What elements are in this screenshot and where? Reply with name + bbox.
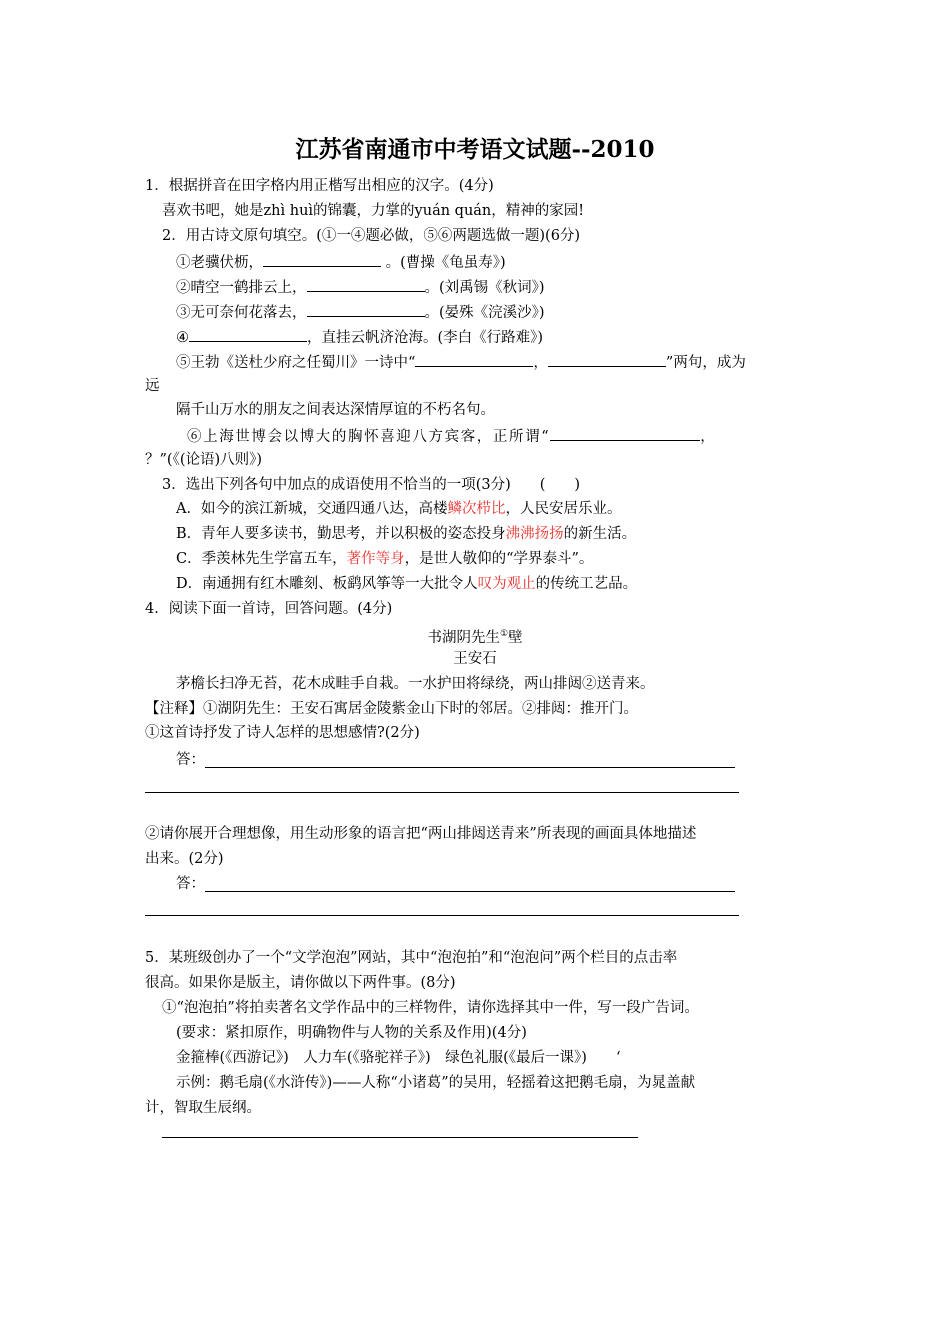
q4-sub2-line2: 出来。(2分)	[145, 851, 224, 867]
poem-title	[0, 624, 950, 644]
footnote-marker: ①	[499, 629, 509, 639]
q2-item-5	[176, 351, 746, 371]
option-text: C．季羡林先生学富五车，	[176, 551, 347, 567]
answer-blank[interactable]	[550, 425, 700, 441]
q2-item-6-a: ⑥上海世博会以博大的胸怀喜迎八方宾客，正所谓“	[187, 429, 551, 445]
option-text: 的传统工艺品。	[535, 576, 638, 592]
answer-label: 答：	[176, 752, 205, 768]
q2-item-2-b: 。(刘禹锡《秋词》)	[424, 280, 545, 296]
answer-blank[interactable]	[307, 301, 425, 317]
poem-title-end: 壁	[508, 629, 523, 646]
poem-title-text: 书湖阴先生	[427, 629, 500, 646]
q2-item-4	[176, 326, 543, 346]
q4-sub1: ①这首诗抒发了诗人怎样的思想感情?(2分)	[145, 725, 420, 741]
q5-example-line2: 计，智取生辰纲。	[145, 1100, 261, 1116]
option-idiom: 著作等身	[346, 551, 405, 567]
q2-item-2-a: ②晴空一鹤排云上，	[176, 280, 307, 296]
q2-item-6	[187, 425, 716, 445]
poem-text: 茅檐长扫净无苔，花木成畦手自栽。一水护田将绿绕，两山排闼②送青来。	[176, 676, 655, 692]
option-text: ，人民安居乐业。	[505, 501, 622, 517]
option-text: ，是世人敬仰的“学界泰斗”。	[404, 551, 594, 567]
option-text: 的新生活。	[563, 526, 637, 542]
q2-item-1	[176, 251, 506, 271]
poem-note: 【注释】①湖阴先生：王安石寓居金陵紫金山下时的邻居。②排闼：推开门。	[145, 701, 638, 717]
q5-sub1: ①“泡泡拍”将拍卖著名文学作品中的三样物件，请你选择其中一件，写一段广告词。	[162, 1000, 699, 1016]
q3-option-d[interactable]	[176, 574, 637, 594]
q2-item-1-a: ①老骥伏枥，	[176, 255, 263, 271]
q2-item-3	[176, 301, 545, 321]
answer-line[interactable]	[205, 767, 735, 768]
answer-blank[interactable]	[263, 251, 381, 267]
q2-item-2	[176, 276, 545, 296]
q4-sub2-line1: ②请你展开合理想像，用生动形象的语言把“两山排闼送青来”所表现的画面具体地描述	[145, 826, 697, 842]
answer-label: 答：	[176, 876, 205, 892]
poem-author: 王安石	[453, 651, 497, 667]
q5-stem-line1: 5．某班级创办了一个“文学泡泡”网站，其中“泡泡拍”和“泡泡问”两个栏目的点击率	[145, 950, 678, 966]
answer-line[interactable]	[145, 915, 739, 916]
q2-item-5-cont1: 远	[145, 378, 160, 394]
q3-option-c[interactable]	[176, 549, 593, 569]
option-text: B．青年人要多读书，勤思考，并以积极的姿态投身	[176, 526, 506, 542]
q2-item-3-a: ③无可奈何花落去，	[176, 305, 307, 321]
answer-line[interactable]	[205, 891, 735, 892]
q1-stem: 1．根据拼音在田字格内用正楷写出相应的汉字。(4分)	[145, 178, 494, 194]
q1-text: 喜欢书吧，她是zhì huì的锦囊，力掌的yuán quán，精神的家园!	[162, 203, 585, 219]
q2-item-5-a: ⑤王勃《送杜少府之任蜀川》一诗中“	[176, 355, 416, 371]
q2-item-6-cont: ？”(《(论语)八则》)	[145, 452, 263, 468]
option-idiom: 叹为观止	[477, 576, 536, 592]
option-idiom: 沸沸扬扬	[505, 526, 564, 542]
q3-option-a[interactable]	[176, 499, 621, 519]
q2-item-4-a: ④	[176, 330, 189, 346]
option-idiom: 鳞次栉比	[447, 501, 506, 517]
q3-stem: 3．选出下列各句中加点的成语使用不恰当的一项(3分) ( )	[162, 477, 581, 493]
q5-requirement: (要求：紧扣原作，明确物件与人物的关系及作用)(4分)	[176, 1025, 527, 1041]
option-text: D．南通拥有红木雕刻、板鹞风筝等一大批令人	[176, 576, 478, 592]
q2-item-5-c: ”两句，成为	[665, 355, 746, 371]
q5-example-line1: 示例：鹅毛扇(《水浒传》)——人称“小诸葛”的吴用，轻摇着这把鹅毛扇，为晁盖献	[176, 1075, 696, 1091]
q3-option-b[interactable]	[176, 524, 636, 544]
answer-blank[interactable]	[189, 326, 307, 342]
page-title: 江苏省南通市中考语文试题--2010	[295, 136, 655, 163]
q4-stem: 4．阅读下面一首诗，回答问题。(4分)	[145, 601, 393, 617]
answer-blank[interactable]	[307, 276, 425, 292]
q2-item-6-b: ，	[700, 429, 717, 445]
q2-item-5-cont2: 隔千山万水的朋友之间表达深情厚谊的不朽名句。	[176, 402, 495, 418]
q2-item-1-b: 。(曹操《龟虽寿》)	[385, 255, 506, 271]
q2-item-5-b: ，	[533, 355, 548, 371]
q2-item-3-b: 。(晏殊《浣溪沙》)	[424, 305, 545, 321]
q5-items: 金箍棒(《西游记》) 人力车(《骆驼祥子》) 绿色礼服(《最后一课》) ‘	[176, 1050, 621, 1066]
answer-blank[interactable]	[415, 351, 533, 367]
answer-blank[interactable]	[548, 351, 666, 367]
q2-item-4-b: ，直挂云帆济沧海。(李白《行路难》)	[307, 330, 544, 346]
option-text: A．如今的滨江新城，交通四通八达，高楼	[176, 501, 448, 517]
answer-line[interactable]	[162, 1137, 638, 1138]
q2-stem: 2．用古诗文原句填空。(①一④题必做，⑤⑥两题选做一题)(6分)	[162, 228, 581, 244]
q5-stem-line2: 很高。如果你是版主，请你做以下两件事。(8分)	[145, 975, 456, 991]
answer-line[interactable]	[145, 792, 739, 793]
